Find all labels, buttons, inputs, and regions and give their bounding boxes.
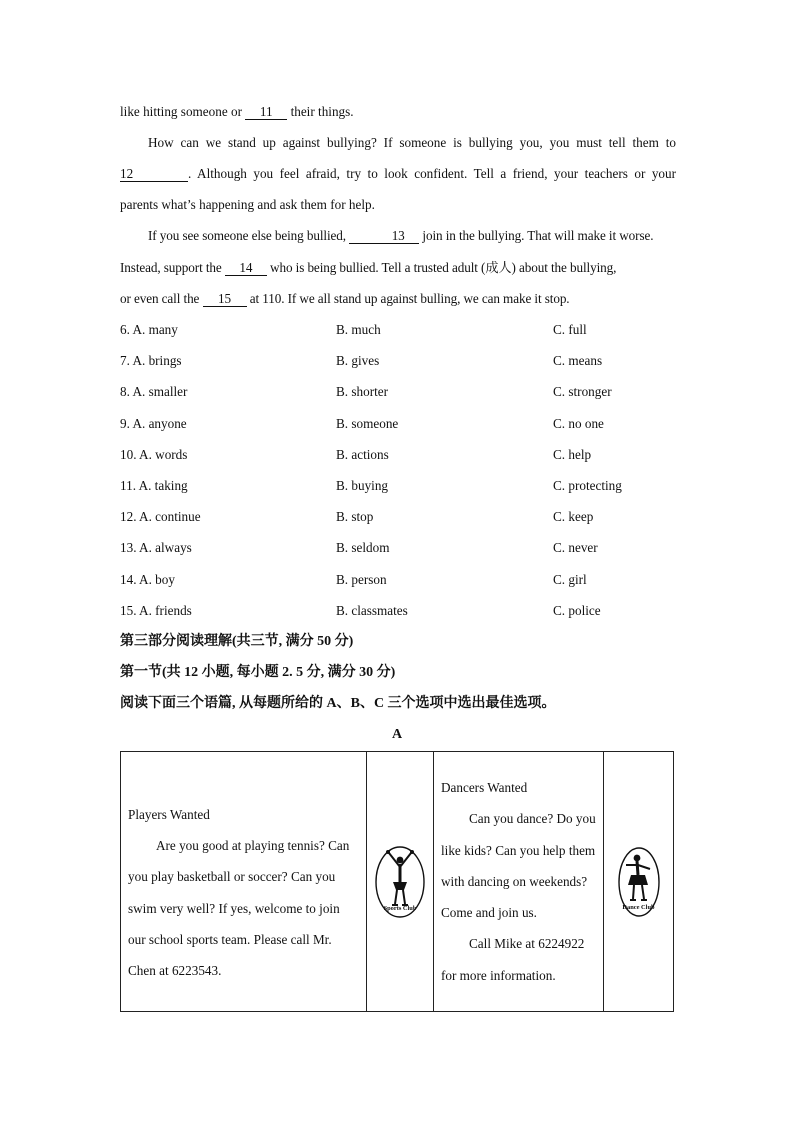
- option-c: C. help: [553, 447, 592, 462]
- passage-text: at 110. If we all stand up against bulling, we can make it stop.: [246, 291, 570, 306]
- dance-club-logo-cell: [604, 752, 674, 1012]
- passage-line-6: [120, 258, 676, 278]
- dancers-ad: [441, 772, 596, 990]
- passage-text: who is being bullied. Tell a trusted adult (成人) about the bullying,: [266, 260, 617, 275]
- part-title: 第三部分阅读理解(共三节, 满分 50 分): [120, 634, 354, 649]
- ads-table: [120, 751, 674, 1012]
- option-b: B. person: [336, 572, 387, 587]
- dancers-contact: Call Mike at 6224922 for more information.: [441, 936, 585, 983]
- passage-line-4: parents what’s happening and ask them for help.: [120, 197, 375, 212]
- dancers-body: Can you dance? Do you like kids? Can you help them with dancing on weekends? Come and join us.: [441, 811, 596, 921]
- dance-club-logo: [604, 845, 673, 919]
- dancers-wanted-cell: [434, 752, 604, 1012]
- passage-line-2: How can we stand up against bullying? If someone is bullying you, you must tell them to: [148, 135, 676, 150]
- option-row-11: [120, 476, 680, 496]
- passage-text: their things.: [287, 104, 354, 119]
- passage-text: Instead, support the: [120, 260, 225, 275]
- option-b: B. someone: [336, 416, 399, 431]
- option-c: C. full: [553, 322, 587, 337]
- option-a: 14. A. boy: [120, 572, 175, 587]
- option-row-6: [120, 320, 680, 340]
- option-a: 13. A. always: [120, 540, 192, 555]
- passage-text: If you see someone else being bullied,: [148, 228, 350, 243]
- option-c: C. police: [553, 603, 601, 618]
- players-title: Players Wanted: [128, 806, 210, 822]
- players-wanted-cell: [121, 752, 367, 1012]
- option-a: 15. A. friends: [120, 603, 192, 618]
- passage-text: join in the bullying. That will make it worse.: [419, 228, 654, 243]
- sub-title: 第一节(共 12 小题, 每小题 2. 5 分, 满分 30 分): [120, 665, 396, 680]
- passage-line-7: [120, 289, 676, 309]
- blank-11: 11: [245, 104, 287, 120]
- passage-line-3: [120, 164, 676, 184]
- players-body: Are you good at playing tennis? Can you play basketball or soccer? Can you swim very well? If yes, welcome to join our school sports team. Please call Mr. Chen at 6223543.: [128, 838, 350, 978]
- option-row-7: [120, 351, 680, 371]
- players-ad: [128, 799, 359, 986]
- option-b: B. classmates: [336, 603, 408, 618]
- option-b: B. stop: [336, 509, 374, 524]
- passage-text: or even call the: [120, 291, 203, 306]
- option-b: B. buying: [336, 478, 389, 493]
- option-a: 11. A. taking: [120, 478, 188, 493]
- passage-letter: A: [391, 727, 403, 742]
- option-row-10: [120, 445, 680, 465]
- option-a: 9. A. anyone: [120, 416, 187, 431]
- sports-club-logo: [367, 844, 433, 920]
- sports-club-logo-cell: [367, 752, 434, 1012]
- option-row-12: [120, 507, 680, 527]
- option-c: C. means: [553, 353, 603, 368]
- option-b: B. much: [336, 322, 381, 337]
- option-c: C. stronger: [553, 384, 612, 399]
- option-c: C. never: [553, 540, 598, 555]
- option-b: B. shorter: [336, 384, 389, 399]
- option-row-13: [120, 538, 680, 558]
- option-c: C. protecting: [553, 478, 622, 493]
- option-row-9: [120, 414, 680, 434]
- passage-text: . Although you feel afraid, try to look confident. Tell a friend, your teachers or your: [188, 166, 676, 181]
- blank-15: 15: [203, 291, 247, 307]
- option-a: 7. A. brings: [120, 353, 182, 368]
- option-a: 6. A. many: [120, 322, 178, 337]
- option-b: B. gives: [336, 353, 380, 368]
- option-a: 12. A. continue: [120, 509, 201, 524]
- option-row-14: [120, 570, 680, 590]
- blank-13: 13: [349, 228, 419, 244]
- option-c: C. keep: [553, 509, 594, 524]
- instruction: 阅读下面三个语篇, 从每题所给的 A、B、C 三个选项中选出最佳选项。: [120, 696, 556, 711]
- dancers-title: Dancers Wanted: [441, 780, 528, 796]
- option-c: C. girl: [553, 572, 587, 587]
- option-a: 8. A. smaller: [120, 384, 188, 399]
- blank-14: 14: [225, 260, 267, 276]
- blank-12: 12: [120, 166, 188, 182]
- sports-club-label: Sports Club: [383, 905, 417, 912]
- passage-line-5: [120, 226, 676, 246]
- option-b: B. seldom: [336, 540, 390, 555]
- option-row-15: [120, 601, 680, 621]
- option-c: C. no one: [553, 416, 604, 431]
- passage-text: like hitting someone or: [120, 104, 246, 119]
- option-b: B. actions: [336, 447, 389, 462]
- option-row-8: [120, 382, 680, 402]
- passage-line-1: [120, 102, 676, 122]
- dance-club-label: Dance Club: [622, 904, 655, 911]
- option-a: 10. A. words: [120, 447, 188, 462]
